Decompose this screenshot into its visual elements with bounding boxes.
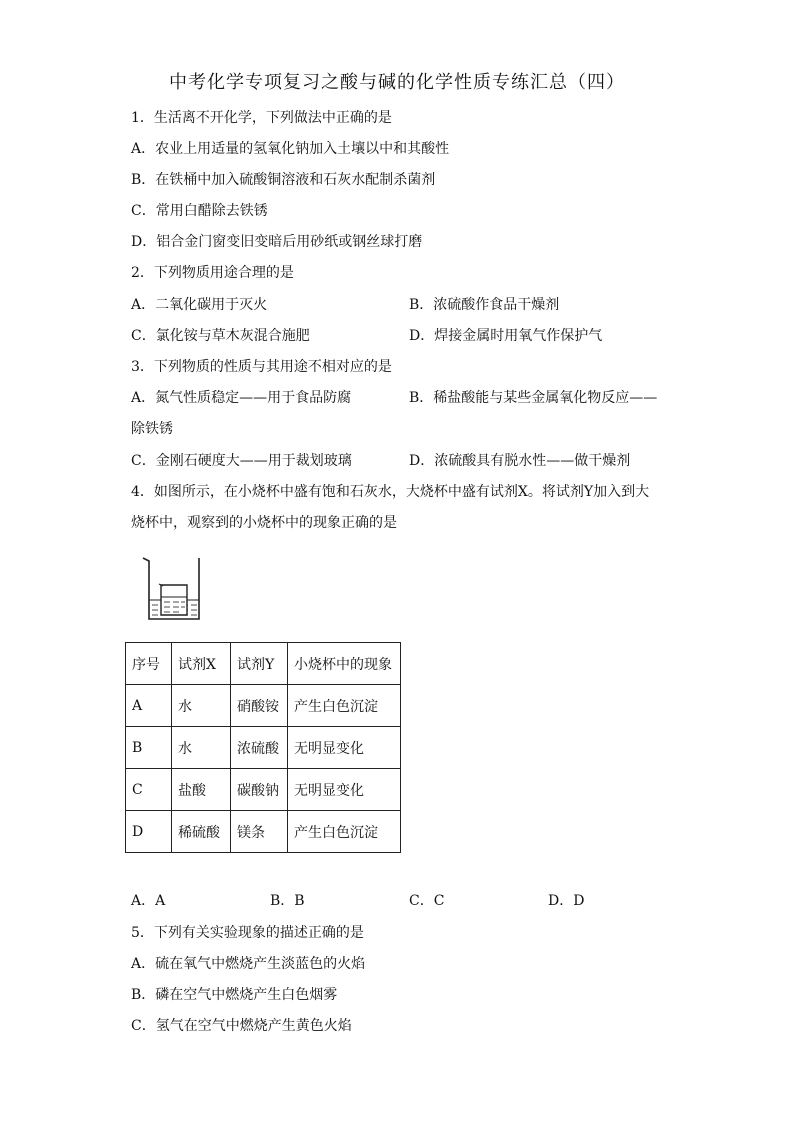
q3-option-a: A．氮气性质稳定——用于食品防腐 bbox=[131, 390, 352, 406]
table-cell: 产生白色沉淀 bbox=[288, 685, 401, 727]
q4-option-d: D．D bbox=[548, 893, 585, 909]
q4-option-b: B．B bbox=[270, 893, 305, 909]
small-beaker-outline bbox=[161, 585, 187, 615]
table-header-cell: 小烧杯中的现象 bbox=[288, 643, 401, 685]
q3-option-b: B．稀盐酸能与某些金属氧化物反应—— bbox=[409, 390, 658, 406]
table-cell: 无明显变化 bbox=[288, 727, 401, 769]
table-header-row bbox=[126, 643, 401, 685]
table-cell: 碳酸钠 bbox=[231, 769, 288, 811]
table-cell: B bbox=[126, 727, 172, 769]
q4-stem-line1: 4．如图所示，在小烧杯中盛有饱和石灰水，大烧杯中盛有试剂X。将试剂Y加入到大 bbox=[131, 484, 650, 500]
q1-option-d: D．铝合金门窗变旧变暗后用砂纸或钢丝球打磨 bbox=[131, 234, 423, 250]
table-header-cell: 试剂Y bbox=[231, 643, 288, 685]
table-row bbox=[126, 811, 401, 853]
q5-option-a: A．硫在氧气中燃烧产生淡蓝色的火焰 bbox=[131, 956, 366, 972]
table-cell: 浓硫酸 bbox=[231, 727, 288, 769]
table-row bbox=[126, 769, 401, 811]
table-cell: C bbox=[126, 769, 172, 811]
q2-option-a: A．二氧化碳用于灭火 bbox=[131, 297, 268, 313]
table-cell: 水 bbox=[172, 727, 231, 769]
q4-option-a: A．A bbox=[131, 893, 166, 909]
table-cell: 盐酸 bbox=[172, 769, 231, 811]
q4-stem-line2: 烧杯中，观察到的小烧杯中的现象正确的是 bbox=[131, 515, 397, 531]
reagent-table bbox=[125, 642, 401, 853]
q5-stem: 5．下列有关实验现象的描述正确的是 bbox=[131, 925, 364, 941]
q1-option-c: C．常用白醋除去铁锈 bbox=[131, 203, 268, 219]
table-cell: A bbox=[126, 685, 172, 727]
q2-option-d: D．焊接金属时用氧气作保护气 bbox=[409, 328, 603, 344]
q3-option-d: D．浓硫酸具有脱水性——做干燥剂 bbox=[409, 453, 631, 469]
q2-option-b: B．浓硫酸作食品干燥剂 bbox=[409, 297, 560, 313]
table-cell: 镁条 bbox=[231, 811, 288, 853]
table-header-cell: 试剂X bbox=[172, 643, 231, 685]
table-cell: 硝酸铵 bbox=[231, 685, 288, 727]
q1-option-b: B．在铁桶中加入硫酸铜溶液和石灰水配制杀菌剂 bbox=[131, 172, 436, 188]
page-title: 中考化学专项复习之酸与碱的化学性质专练汇总（四） bbox=[169, 72, 625, 93]
q5-option-b: B．磷在空气中燃烧产生白色烟雾 bbox=[131, 987, 338, 1003]
table-cell: 稀硫酸 bbox=[172, 811, 231, 853]
q3-option-b-continued: 除铁锈 bbox=[131, 421, 173, 437]
q2-stem: 2．下列物质用途合理的是 bbox=[131, 265, 294, 281]
table-cell: 水 bbox=[172, 685, 231, 727]
table-cell: 产生白色沉淀 bbox=[288, 811, 401, 853]
q4-option-c: C．C bbox=[409, 893, 445, 909]
table-header-cell: 序号 bbox=[126, 643, 172, 685]
table-row bbox=[126, 685, 401, 727]
q3-stem: 3．下列物质的性质与其用途不相对应的是 bbox=[131, 359, 392, 375]
beaker-diagram bbox=[141, 553, 205, 623]
q1-stem: 1．生活离不开化学，下列做法中正确的是 bbox=[131, 110, 392, 126]
table-row bbox=[126, 727, 401, 769]
q5-option-c: C．氢气在空气中燃烧产生黄色火焰 bbox=[131, 1018, 352, 1034]
table-cell: D bbox=[126, 811, 172, 853]
q1-option-a: A．农业上用适量的氢氧化钠加入土壤以中和其酸性 bbox=[131, 141, 450, 157]
q2-option-c: C．氯化铵与草木灰混合施肥 bbox=[131, 328, 310, 344]
table-cell: 无明显变化 bbox=[288, 769, 401, 811]
q3-option-c: C．金刚石硬度大——用于裁划玻璃 bbox=[131, 453, 352, 469]
